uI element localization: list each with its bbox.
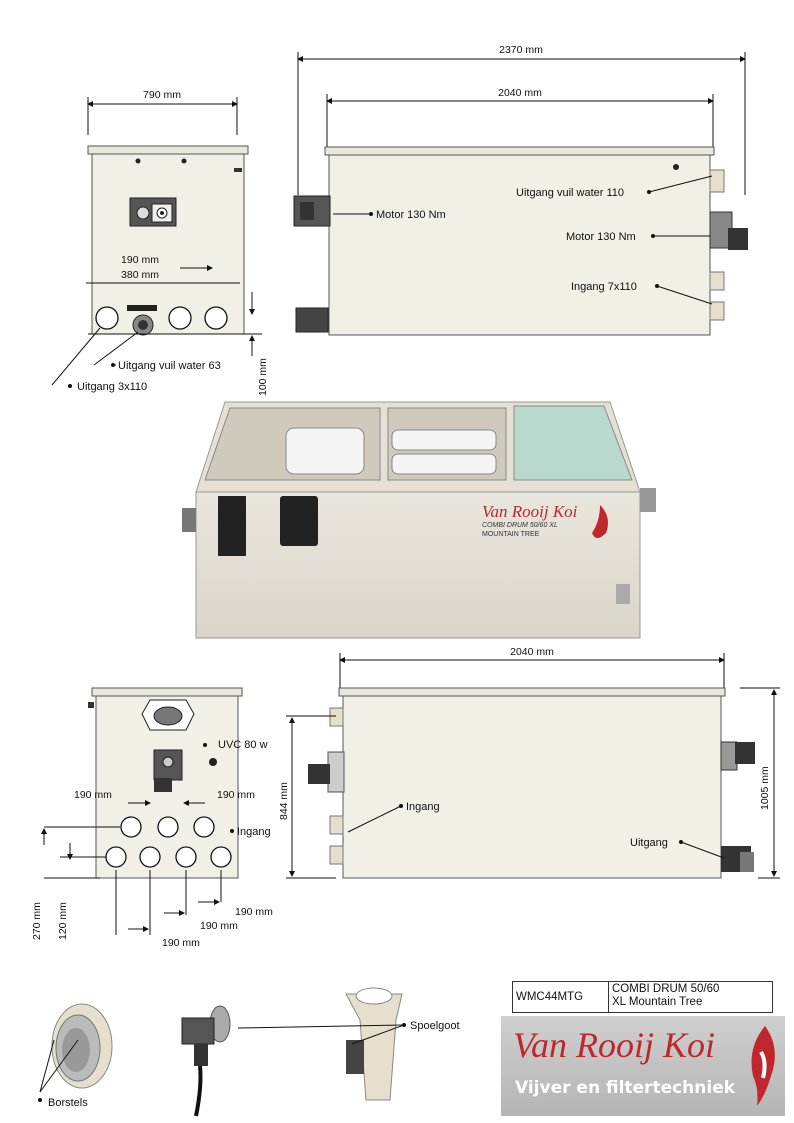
dim-1005: 1005 mm bbox=[759, 766, 771, 810]
dim-190-d: 190 mm bbox=[200, 920, 238, 932]
dim-270: 270 mm bbox=[31, 902, 43, 940]
inlet-port-r1-2 bbox=[158, 817, 178, 837]
dirty-outlet-110 bbox=[710, 170, 724, 192]
drum-3 bbox=[392, 454, 496, 474]
inlet-port-lower bbox=[710, 302, 724, 320]
render-model-2: MOUNTAIN TREE bbox=[482, 531, 540, 538]
part-brush-ring bbox=[38, 1004, 112, 1109]
product-table bbox=[512, 981, 773, 1013]
outlet-pump bbox=[721, 846, 754, 872]
dim-100: 100 mm bbox=[257, 358, 269, 396]
inlet-port-r2-2 bbox=[140, 847, 160, 867]
label-outlet-side: Uitgang bbox=[630, 837, 668, 849]
product-name-line2: XL Mountain Tree bbox=[612, 996, 703, 1008]
part-spray-nozzle bbox=[182, 1006, 230, 1116]
inlet-port-r2-4 bbox=[211, 847, 231, 867]
product-name bbox=[609, 982, 772, 1012]
product-code: WMC44MTG bbox=[513, 982, 609, 1012]
label-uvc: UVC 80 w bbox=[218, 739, 268, 751]
label-flush-gutter: Spoelgoot bbox=[410, 1020, 460, 1032]
dim-844: 844 mm bbox=[278, 782, 290, 820]
label-motor-right: Motor 130 Nm bbox=[566, 231, 636, 243]
part-flush-gutter bbox=[238, 988, 460, 1100]
logo-tagline: Vijver en filtertechniek bbox=[515, 1078, 736, 1098]
inlet-port-upper bbox=[710, 272, 724, 290]
rear-view-bottom bbox=[31, 688, 273, 949]
dim-190-c: 190 mm bbox=[235, 906, 273, 918]
dim-2040-bottom: 2040 mm bbox=[510, 646, 554, 658]
drum-2 bbox=[392, 430, 496, 450]
inlet-port-r1-3 bbox=[194, 817, 214, 837]
dim-190: 190 mm bbox=[121, 254, 159, 266]
label-inlet-rear: Ingang bbox=[237, 826, 271, 838]
dim-190-b: 190 mm bbox=[217, 789, 255, 801]
dim-380: 380 mm bbox=[121, 269, 159, 281]
logo-name: Van Rooij Koi bbox=[513, 1025, 716, 1065]
label-dirty-water-110: Uitgang vuil water 110 bbox=[516, 187, 625, 199]
side-view-top bbox=[294, 44, 748, 335]
motor-front bbox=[130, 198, 176, 226]
product-name-line1: COMBI DRUM 50/60 bbox=[612, 983, 720, 995]
label-dirty-water-63: Uitgang vuil water 63 bbox=[118, 360, 221, 372]
dim-2040: 2040 mm bbox=[498, 87, 542, 99]
motor-side-right bbox=[721, 742, 755, 770]
side-view-bottom bbox=[278, 646, 780, 878]
control-box-1 bbox=[218, 496, 246, 556]
koi-fish-icon bbox=[745, 1022, 785, 1112]
motor-right bbox=[710, 212, 748, 250]
outlet-port-2 bbox=[169, 307, 191, 329]
front-view-top bbox=[52, 89, 269, 396]
dim-2370: 2370 mm bbox=[499, 44, 543, 56]
render-3d bbox=[182, 402, 656, 638]
uvc-side bbox=[308, 752, 344, 792]
outlet-port-3 bbox=[205, 307, 227, 329]
motor-left bbox=[294, 196, 330, 226]
dim-190-a: 190 mm bbox=[74, 789, 112, 801]
render-model-1: COMBI DRUM 50/60 XL bbox=[482, 522, 558, 529]
pump-left-bottom bbox=[296, 308, 328, 332]
dim-120: 120 mm bbox=[57, 902, 69, 940]
inlet-port-3d bbox=[640, 488, 656, 512]
lower-port-3d bbox=[616, 584, 630, 604]
inlet-port-r1-1 bbox=[121, 817, 141, 837]
side-port bbox=[182, 508, 196, 532]
drum-1 bbox=[286, 428, 364, 474]
label-outlet-3x110: Uitgang 3x110 bbox=[77, 381, 148, 393]
company-logo bbox=[501, 1016, 785, 1116]
dim-width-790: 790 mm bbox=[143, 89, 181, 101]
outlet-port-1 bbox=[96, 307, 118, 329]
render-brand: Van Rooij Koi bbox=[482, 502, 578, 521]
label-brushes: Borstels bbox=[48, 1097, 88, 1109]
inlet-port-r2-1 bbox=[106, 847, 126, 867]
dim-190-e: 190 mm bbox=[162, 937, 200, 949]
control-box-2 bbox=[280, 496, 318, 546]
inlet-port-r2-3 bbox=[176, 847, 196, 867]
label-inlet-7x110: Ingang 7x110 bbox=[571, 281, 637, 293]
label-inlet-side: Ingang bbox=[406, 801, 440, 813]
label-motor-left: Motor 130 Nm bbox=[376, 209, 446, 221]
